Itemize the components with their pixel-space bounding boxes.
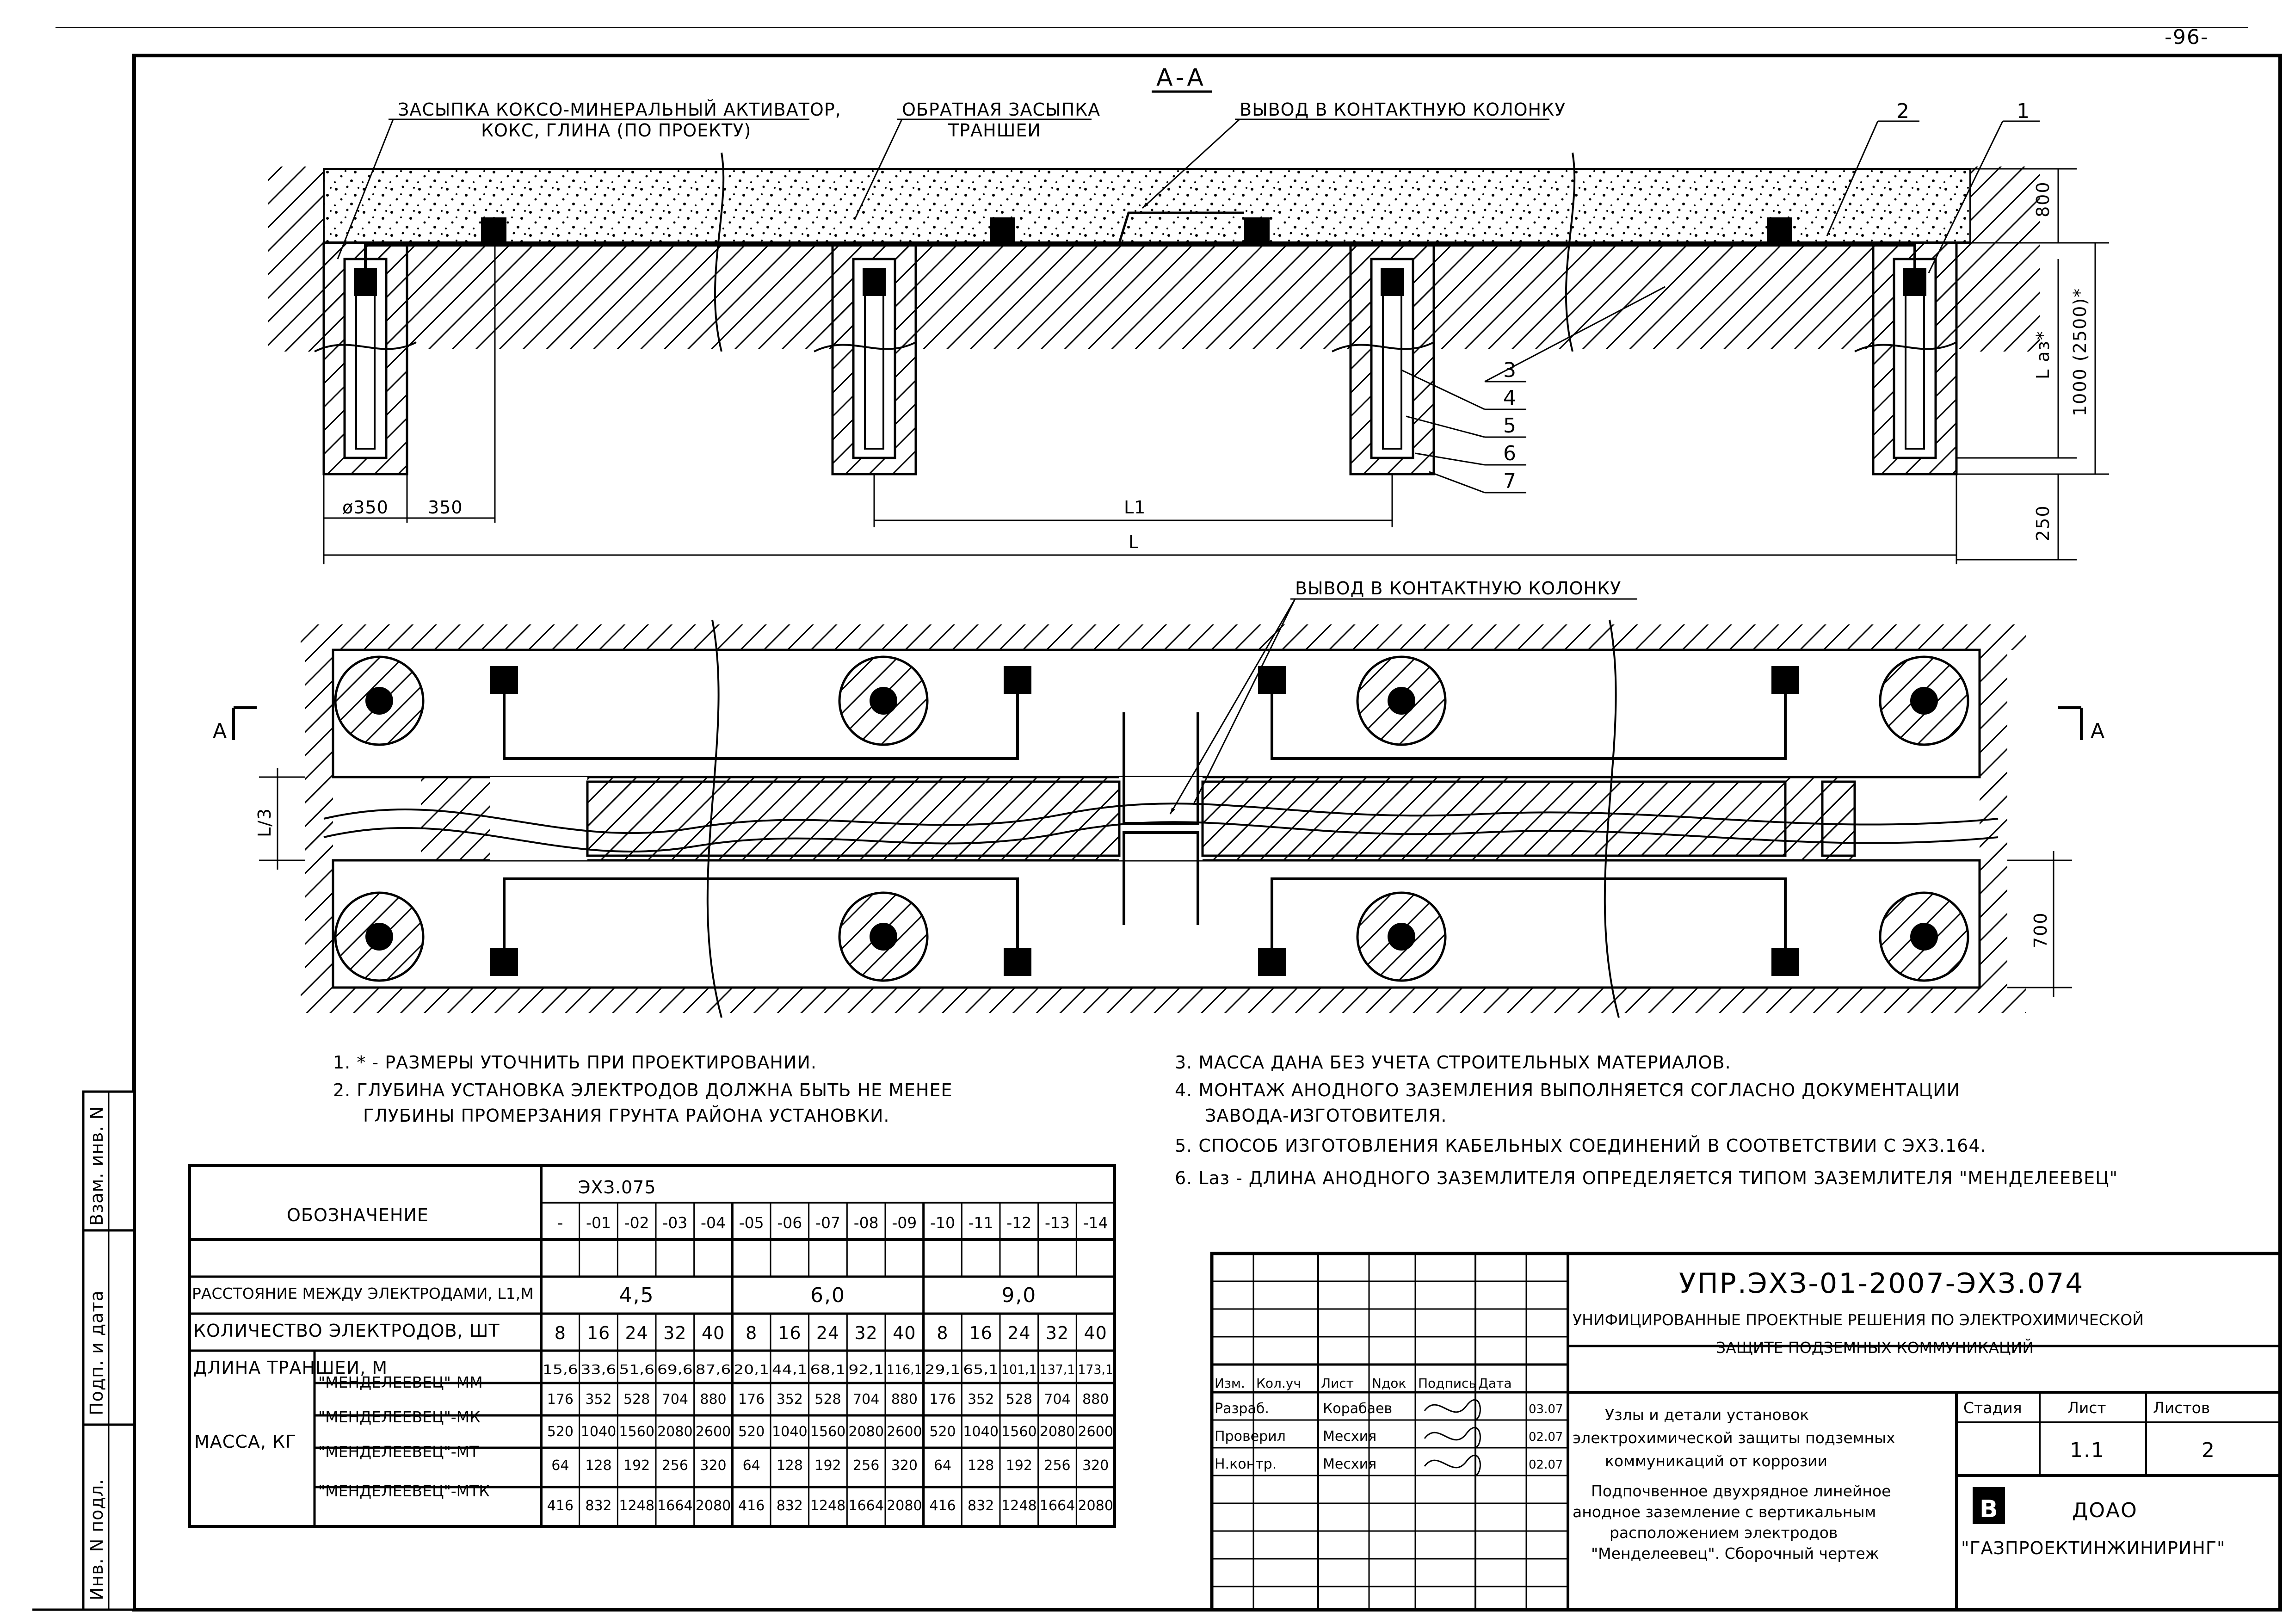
table-mass-value: 320 xyxy=(891,1457,918,1474)
note-3: 3. МАССА ДАНА БЕЗ УЧЕТА СТРОИТЕЛЬНЫХ МАТЕРИАЛОВ. xyxy=(1175,1052,1731,1073)
title-col-header: Кол.уч xyxy=(1256,1376,1301,1391)
table-variant-header: -08 xyxy=(853,1214,879,1232)
handwritten-signature xyxy=(1425,1455,1480,1476)
plan-electrode xyxy=(839,893,927,981)
section-title-2: электрохимической защиты подземных xyxy=(1573,1429,1895,1447)
dim-L1: L1 xyxy=(1124,497,1146,518)
title-block-grid xyxy=(1212,1254,1568,1610)
table-length-value: 33,6 xyxy=(580,1362,617,1377)
svg-text:А: А xyxy=(213,719,228,743)
title-col-header: Подпись xyxy=(1418,1376,1476,1391)
note-1: 1. * - РАЗМЕРЫ УТОЧНИТЬ ПРИ ПРОЕКТИРОВАНИИ. xyxy=(333,1052,817,1073)
table-mass-value: 520 xyxy=(547,1424,574,1440)
table-count-value: 40 xyxy=(893,1323,916,1343)
table-mass-value: 128 xyxy=(776,1457,803,1474)
table-mass-value: 192 xyxy=(623,1457,650,1474)
section-view xyxy=(268,64,2109,564)
table-length-value: 92,1 xyxy=(848,1362,884,1377)
table-mass-value: 1560 xyxy=(1001,1424,1037,1440)
plan-electrode xyxy=(1880,657,1968,745)
sheet-value: 1.1 xyxy=(2070,1439,2105,1462)
org-name-2: "ГАЗПРОЕКТИНЖИНИРИНГ" xyxy=(1961,1538,2226,1558)
cut-marker-right xyxy=(2058,708,2105,743)
position-number-1: 1 xyxy=(2017,99,2030,123)
table-designation-header: ОБОЗНАЧЕНИЕ xyxy=(287,1205,429,1225)
table-length-value: 87,6 xyxy=(695,1362,731,1377)
note-5: 5. СПОСОБ ИЗГОТОВЛЕНИЯ КАБЕЛЬНЫХ СОЕДИНЕНИЙ В СООТВЕТСТВИИ С ЭХЗ.164. xyxy=(1175,1136,1987,1156)
callout-trench-backfill-1: ОБРАТНАЯ ЗАСЫПКА xyxy=(902,99,1101,120)
table-mass-value: 880 xyxy=(891,1391,918,1408)
table-mass-value: 2600 xyxy=(695,1424,731,1440)
title-col-header: Лист xyxy=(1321,1376,1354,1391)
soil-hatch xyxy=(324,243,1970,349)
table-mass-value: 832 xyxy=(585,1498,612,1514)
callout-trench-backfill-2: ТРАНШЕИ xyxy=(948,120,1041,141)
callout-backfill-activator-2: КОКС, ГЛИНА (ПО ПРОЕКТУ) xyxy=(481,120,752,141)
cable-connector xyxy=(1258,948,1286,976)
table-mass-value: 320 xyxy=(700,1457,727,1474)
svg-text:B: B xyxy=(1980,1495,1998,1523)
note-6: 6. Lаз - ДЛИНА АНОДНОГО ЗАЗЕМЛИТЕЛЯ ОПРЕДЕЛЯЕТСЯ ТИПОМ ЗАЗЕМЛИТЕЛЯ "МЕНДЕЛЕЕВЕЦ" xyxy=(1175,1168,2118,1188)
plan-electrode xyxy=(839,657,927,745)
plan-view xyxy=(213,578,2105,1018)
table-variant-header: -10 xyxy=(930,1214,955,1232)
table-mass-value: 64 xyxy=(742,1457,760,1474)
role-label: Проверил xyxy=(1215,1428,1286,1445)
table-mass-value: 1664 xyxy=(848,1498,884,1514)
dim-250: 250 xyxy=(2033,505,2053,541)
note-2-cont: ГЛУБИНЫ ПРОМЕРЗАНИЯ ГРУНТА РАЙОНА УСТАНОВКИ. xyxy=(363,1105,890,1126)
table-mass-value: 528 xyxy=(1006,1391,1032,1408)
table-length-value: 29,1 xyxy=(925,1362,961,1377)
table-count-value: 8 xyxy=(937,1323,949,1343)
note-4: 4. МОНТАЖ АНОДНОГО ЗАЗЕМЛЕНИЯ ВЫПОЛНЯЕТСЯ СОГЛАСНО ДОКУМЕНТАЦИИ xyxy=(1175,1080,1961,1100)
dim-350: 350 xyxy=(428,497,463,518)
cable-connector xyxy=(1244,217,1270,243)
table-variant-header: -11 xyxy=(968,1214,993,1232)
title-col-header: Изм. xyxy=(1215,1376,1245,1391)
table-length-value: 69,6 xyxy=(657,1362,693,1377)
table-mass-value: 192 xyxy=(1006,1457,1032,1474)
table-mass-value: 176 xyxy=(738,1391,765,1408)
table-variant-header: -14 xyxy=(1083,1214,1108,1232)
side-stamp xyxy=(83,1092,134,1610)
table-mass-value: 520 xyxy=(929,1424,956,1440)
table-length-value: 137,1 xyxy=(1039,1362,1075,1377)
sheet-title-2: анодное заземление с вертикальным xyxy=(1573,1503,1876,1521)
table-mass-value: 2080 xyxy=(695,1498,731,1514)
position-number-2: 2 xyxy=(1896,99,1910,123)
callout-contact-column-plan: ВЫВОД В КОНТАКТНУЮ КОЛОНКУ xyxy=(1295,578,1622,599)
table-mass-value: 1248 xyxy=(810,1498,846,1514)
table-count-value: 24 xyxy=(1007,1323,1031,1343)
table-mass-value: 704 xyxy=(1044,1391,1071,1408)
dim-phi350: ø350 xyxy=(342,497,389,518)
cable-connector xyxy=(490,666,518,694)
table-spacing-value: 4,5 xyxy=(619,1284,654,1307)
spec-table xyxy=(190,1166,1115,1526)
table-mass-value: 1040 xyxy=(772,1424,808,1440)
dim-700: 700 xyxy=(2030,912,2051,948)
table-length-value: 65,1 xyxy=(963,1362,999,1377)
cable-connector xyxy=(990,217,1015,243)
table-mass-value: 320 xyxy=(1082,1457,1109,1474)
table-count-value: 16 xyxy=(586,1323,611,1343)
electrode-well-4 xyxy=(1873,243,1956,474)
table-mass-value: 192 xyxy=(814,1457,841,1474)
section-title-3: коммуникаций от коррозии xyxy=(1605,1452,1828,1470)
table-variant-header: -06 xyxy=(777,1214,802,1232)
table-mass-value: 352 xyxy=(968,1391,994,1408)
table-mass-value: 832 xyxy=(776,1498,803,1514)
table-mass-value: 416 xyxy=(547,1498,574,1514)
table-count-value: 32 xyxy=(854,1323,878,1343)
dim-800: 800 xyxy=(2033,181,2053,217)
table-count-value: 8 xyxy=(554,1323,566,1343)
cable-connector xyxy=(1004,666,1031,694)
table-variant-header: -04 xyxy=(701,1214,726,1232)
position-number-3: 3 xyxy=(1503,358,1517,382)
title-block xyxy=(1212,1254,2280,1610)
table-variant-header: -01 xyxy=(586,1214,611,1232)
row-label-count: КОЛИЧЕСТВО ЭЛЕКТРОДОВ, ШТ xyxy=(193,1321,500,1341)
mass-type-mtk: "МЕНДЕЛЕЕВЕЦ"-МТК xyxy=(318,1482,490,1500)
plan-electrode xyxy=(1357,893,1445,981)
table-variant-header: -02 xyxy=(624,1214,649,1232)
table-count-value: 24 xyxy=(625,1323,648,1343)
table-count-value: 32 xyxy=(663,1323,687,1343)
table-mass-value: 520 xyxy=(738,1424,765,1440)
svg-text:А: А xyxy=(2091,719,2106,743)
table-length-value: 51,6 xyxy=(619,1362,654,1377)
table-mass-value: 2080 xyxy=(1078,1498,1114,1514)
cut-marker-left xyxy=(213,708,257,743)
table-length-value: 20,1 xyxy=(734,1362,769,1377)
table-mass-value: 2080 xyxy=(1039,1424,1075,1440)
table-mass-value: 352 xyxy=(776,1391,803,1408)
note-2: 2. ГЛУБИНА УСТАНОВКА ЭЛЕКТРОДОВ ДОЛЖНА БЫТЬ НЕ МЕНЕЕ xyxy=(333,1080,953,1100)
cable-connector xyxy=(1771,666,1799,694)
dim-L: L xyxy=(1129,532,1139,552)
table-mass-value: 1664 xyxy=(657,1498,693,1514)
sheet-title-4: "Менделеевец". Сборочный чертеж xyxy=(1591,1544,1879,1562)
table-mass-value: 256 xyxy=(1044,1457,1071,1474)
dim-1000: 1000 (2500)* xyxy=(2070,287,2090,416)
role-name: Месхия xyxy=(1323,1428,1377,1445)
table-mass-value: 1560 xyxy=(810,1424,846,1440)
table-mass-value: 64 xyxy=(933,1457,952,1474)
dim-laz: L аз* xyxy=(2033,330,2053,379)
cable-connector xyxy=(1258,666,1286,694)
handwritten-signature xyxy=(1425,1400,1480,1420)
position-number-4: 4 xyxy=(1503,386,1517,410)
role-name: Корабаев xyxy=(1323,1401,1393,1417)
table-spacing-value: 9,0 xyxy=(1001,1284,1037,1307)
cable-connector xyxy=(481,217,506,243)
table-mass-value: 704 xyxy=(661,1391,688,1408)
table-mass-value: 416 xyxy=(929,1498,956,1514)
table-length-value: 173,1 xyxy=(1078,1362,1114,1377)
table-mass-value: 64 xyxy=(551,1457,569,1474)
sheets-value: 2 xyxy=(2202,1439,2215,1462)
cable-connector xyxy=(1767,217,1792,243)
table-length-value: 44,1 xyxy=(772,1362,808,1377)
stamp-inv: Инв. N подл. xyxy=(86,1478,107,1600)
table-length-value: 101,1 xyxy=(1001,1362,1037,1377)
callout-contact-column-section: ВЫВОД В КОНТАКТНУЮ КОЛОНКУ xyxy=(1240,99,1566,120)
position-number-5: 5 xyxy=(1503,414,1517,438)
title-col-header: Дата xyxy=(1478,1376,1512,1391)
role-label: Разраб. xyxy=(1215,1401,1269,1417)
table-variant-header: -05 xyxy=(739,1214,764,1232)
table-mass-value: 2080 xyxy=(887,1498,922,1514)
table-count-value: 16 xyxy=(969,1323,993,1343)
table-mass-value: 832 xyxy=(968,1498,994,1514)
table-mass-value: 528 xyxy=(623,1391,650,1408)
table-count-value: 24 xyxy=(816,1323,840,1343)
cable-connector xyxy=(1004,948,1031,976)
table-mass-value: 1664 xyxy=(1039,1498,1075,1514)
table-mass-value: 2080 xyxy=(657,1424,693,1440)
table-mass-value: 2600 xyxy=(1078,1424,1114,1440)
table-mass-value: 704 xyxy=(853,1391,880,1408)
table-mass-value: 416 xyxy=(738,1498,765,1514)
row-label-spacing: РАССТОЯНИЕ МЕЖДУ ЭЛЕКТРОДАМИ, L1,М xyxy=(192,1284,534,1303)
dim-L3: L/3 xyxy=(254,807,275,837)
table-mass-value: 256 xyxy=(853,1457,880,1474)
sheet-header: Лист xyxy=(2067,1399,2106,1417)
trench-backfill xyxy=(324,169,1970,243)
table-mass-value: 1040 xyxy=(580,1424,617,1440)
page-number: -96- xyxy=(2165,25,2209,49)
cable-connector xyxy=(490,948,518,976)
table-length-value: 15,6 xyxy=(543,1362,578,1377)
row-label-mass: МАССА, КГ xyxy=(194,1432,297,1452)
table-spacing-value: 6,0 xyxy=(810,1284,845,1307)
doc-code: УПР.ЭХЗ-01-2007-ЭХЗ.074 xyxy=(1679,1267,2085,1300)
title-col-header: Nдок xyxy=(1372,1376,1407,1391)
handwritten-signature xyxy=(1425,1427,1480,1448)
table-variant-header: -07 xyxy=(815,1214,840,1232)
table-mass-value: 352 xyxy=(585,1391,612,1408)
position-number-6: 6 xyxy=(1503,442,1517,465)
sheet-title-1: Подпочвенное двухрядное линейное xyxy=(1591,1482,1891,1500)
table-mass-value: 2080 xyxy=(848,1424,884,1440)
sheet-title-3: расположением электродов xyxy=(1610,1524,1838,1542)
stamp-vzam: Взам. инв. N xyxy=(86,1106,107,1226)
stamp-podp: Подп. и дата xyxy=(86,1290,107,1415)
position-number-7: 7 xyxy=(1503,469,1517,493)
section-label: А-А xyxy=(1156,64,1206,92)
mass-type-mt: "МЕНДЕЛЕЕВЕЦ"-МТ xyxy=(318,1443,479,1461)
table-length-value: 116,1 xyxy=(887,1362,922,1377)
project-title-2: ЗАЩИТЕ ПОДЗЕМНЫХ КОММУНИКАЦИЙ xyxy=(1716,1339,2034,1357)
table-variant-header: - xyxy=(557,1214,563,1232)
table-mass-value: 128 xyxy=(585,1457,612,1474)
mass-type-mm: "МЕНДЕЛЕЕВЕЦ"-ММ xyxy=(318,1373,483,1391)
electrode-well-2 xyxy=(833,243,916,474)
table-mass-value: 1560 xyxy=(619,1424,654,1440)
org-logo xyxy=(1973,1487,2005,1524)
electrode-well-3 xyxy=(1351,243,1434,474)
table-count-value: 32 xyxy=(1045,1323,1069,1343)
table-mass-value: 176 xyxy=(547,1391,574,1408)
note-4-cont: ЗАВОДА-ИЗГОТОВИТЕЛЯ. xyxy=(1205,1105,1447,1126)
table-variant-header: -13 xyxy=(1045,1214,1070,1232)
table-cells xyxy=(543,1203,1113,1526)
plan-electrode xyxy=(335,893,423,981)
table-mass-value: 128 xyxy=(968,1457,994,1474)
table-count-value: 40 xyxy=(1084,1323,1107,1343)
plan-electrode xyxy=(335,657,423,745)
role-date: 03.07 xyxy=(1529,1402,1563,1416)
table-mass-value: 176 xyxy=(929,1391,956,1408)
section-title-1: Узлы и детали установок xyxy=(1605,1406,1809,1424)
table-mass-value: 2600 xyxy=(887,1424,922,1440)
row-label-length: ДЛИНА ТРАНШЕИ, М xyxy=(193,1358,388,1378)
table-length-value: 68,1 xyxy=(810,1362,846,1377)
mass-type-mk: "МЕНДЕЛЕЕВЕЦ"-МК xyxy=(318,1408,481,1426)
table-mass-value: 1248 xyxy=(619,1498,654,1514)
table-variant-header: -09 xyxy=(892,1214,917,1232)
role-date: 02.07 xyxy=(1529,1430,1563,1444)
role-date: 02.07 xyxy=(1529,1458,1563,1472)
electrode-well-1 xyxy=(324,243,407,474)
project-title-1: УНИФИЦИРОВАННЫЕ ПРОЕКТНЫЕ РЕШЕНИЯ ПО ЭЛЕКТРОХИМИЧЕСКОЙ xyxy=(1573,1311,2144,1329)
role-label: Н.контр. xyxy=(1215,1456,1277,1472)
table-count-value: 40 xyxy=(701,1323,725,1343)
notes xyxy=(333,1052,2118,1188)
table-mass-value: 1040 xyxy=(963,1424,999,1440)
callout-backfill-activator-1: ЗАСЫПКА КОКСО-МИНЕРАЛЬНЫЙ АКТИВАТОР, xyxy=(398,99,841,120)
cable-connector xyxy=(1771,948,1799,976)
table-mass-value: 256 xyxy=(661,1457,688,1474)
table-mass-value: 1248 xyxy=(1001,1498,1037,1514)
plan-electrode xyxy=(1357,657,1445,745)
table-mass-value: 528 xyxy=(814,1391,841,1408)
table-variant-header: -12 xyxy=(1006,1214,1032,1232)
table-mass-value: 880 xyxy=(700,1391,727,1408)
sheets-header: Листов xyxy=(2153,1399,2210,1417)
table-variant-header: -03 xyxy=(662,1214,688,1232)
table-code-header: ЭХЗ.075 xyxy=(578,1177,656,1198)
org-name-1: ДОАО xyxy=(2072,1499,2138,1522)
table-mass-value: 880 xyxy=(1082,1391,1109,1408)
table-count-value: 8 xyxy=(746,1323,758,1343)
stage-header: Стадия xyxy=(1963,1399,2022,1417)
role-name: Месхия xyxy=(1323,1456,1377,1472)
plan-electrode xyxy=(1880,893,1968,981)
table-count-value: 16 xyxy=(778,1323,802,1343)
